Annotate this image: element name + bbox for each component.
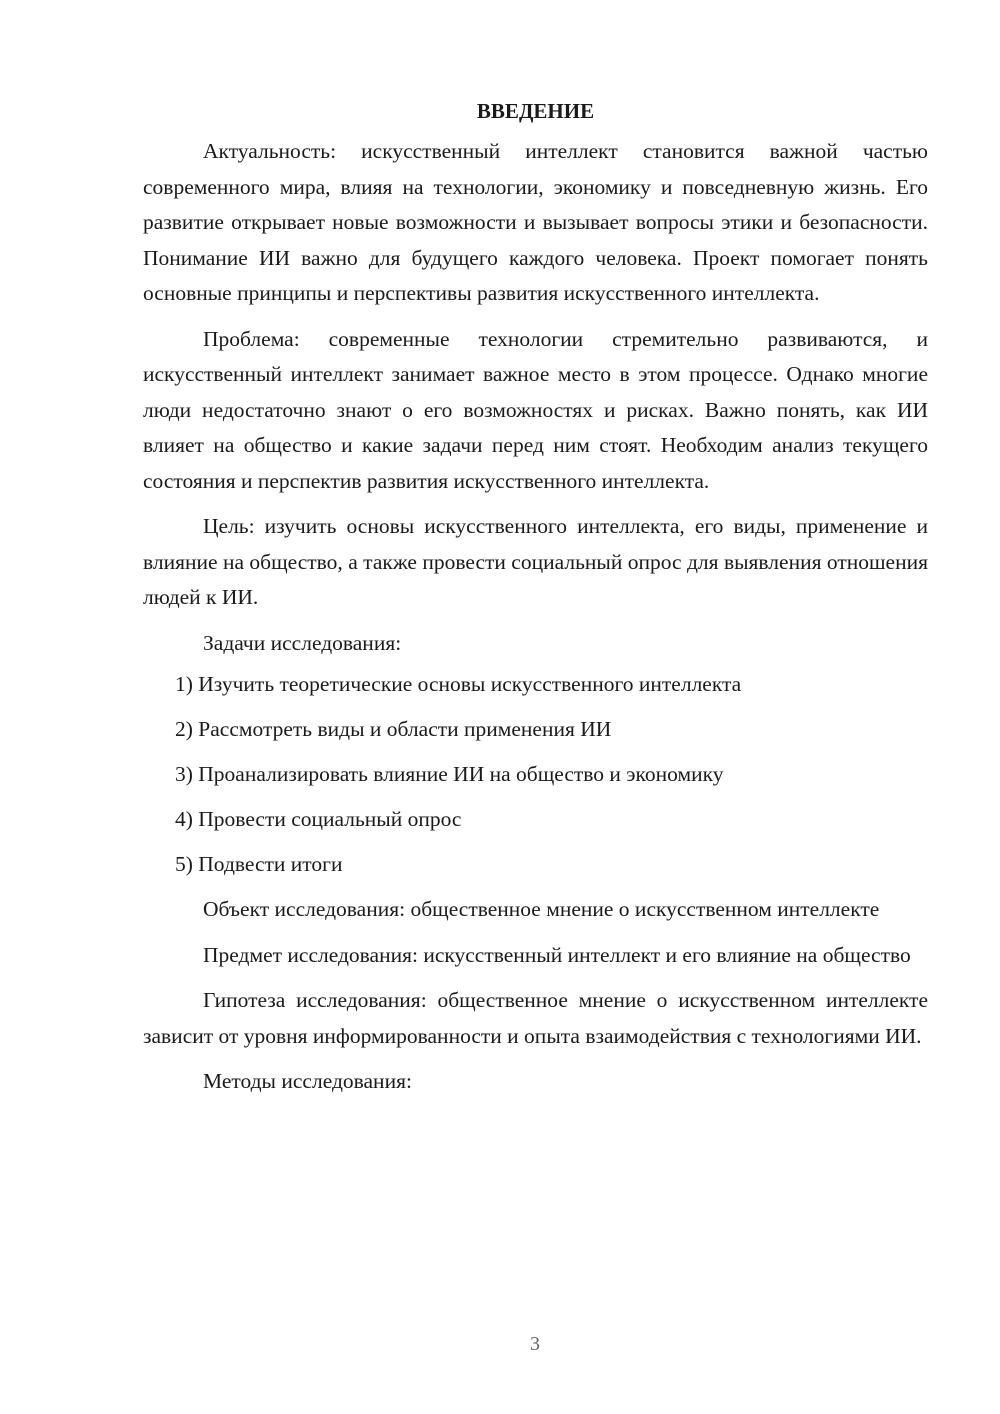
- page-title: ВВЕДЕНИЕ: [476, 99, 595, 123]
- paragraph-goal: Цель: изучить основы искусственного интеллекта, его виды, применение и влияние на общество, а также провести социальный опрос для выявления отношения людей к ИИ.: [143, 514, 928, 609]
- paragraph-relevance: Актуальность: искусственный интеллект становится важной частью современного мира, влияя на технологии, экономику и повседневную жизнь. Его развитие открывает новые возможности и вызывает вопросы этики и безопасности. Понимание ИИ важно для будущего каждого человека. Проект помогает понять основные принципы и перспективы развития искусственного интеллекта.: [143, 139, 928, 305]
- tasks-list: [143, 667, 928, 883]
- task-item-5: 5) Подвести итоги: [175, 852, 343, 876]
- task-item-2: 2) Рассмотреть виды и области применения ИИ: [175, 717, 612, 741]
- paragraph-object: Объект исследования: общественное мнение о искусственном интеллекте: [203, 897, 880, 921]
- page-number: 3: [530, 1333, 540, 1355]
- methods-heading: Методы исследования:: [203, 1069, 412, 1093]
- page-content: [143, 96, 928, 1110]
- task-item-1: 1) Изучить теоретические основы искусственного интеллекта: [175, 672, 742, 696]
- tasks-heading: Задачи исследования:: [203, 630, 402, 655]
- paragraph-subject: Предмет исследования: искусственный интеллект и его влияние на общество: [203, 942, 911, 967]
- task-item-4: 4) Провести социальный опрос: [175, 807, 462, 831]
- paragraph-hypothesis: Гипотеза исследования: общественное мнение о искусственном интеллекте зависит от уровня информированности и опыта взаимодействия с технологиями ИИ.: [143, 988, 928, 1048]
- paragraph-problem: Проблема: современные технологии стремительно развиваются, и искусственный интеллект занимает важное место в этом процессе. Однако многие люди недостаточно знают о его возможностях и рисках. Важно понять, как ИИ влияет на общество и какие задачи перед ним стоят. Необходим анализ текущего состояния и перспектив развития искусственного интеллекта.: [143, 326, 928, 493]
- task-item-3: 3) Проанализировать влияние ИИ на общество и экономику: [175, 762, 724, 786]
